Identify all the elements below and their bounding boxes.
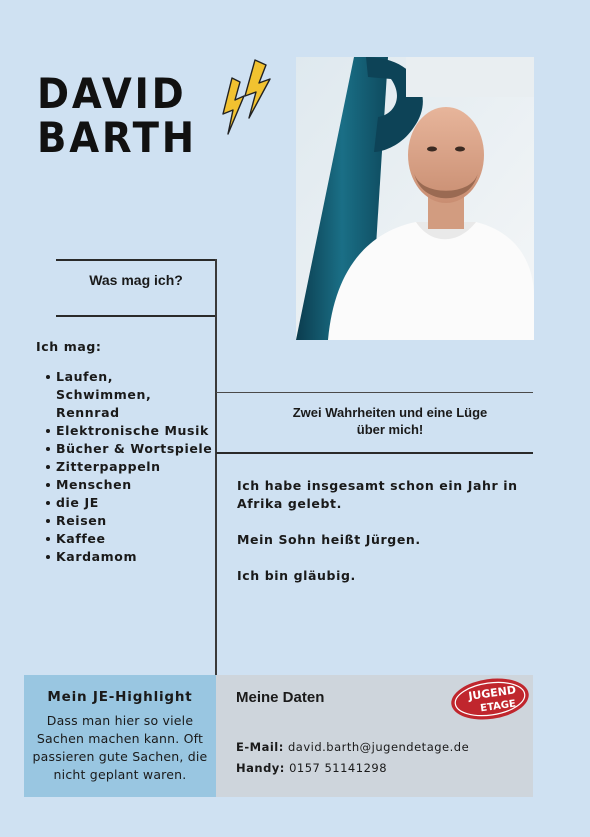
jugendetage-logo — [449, 676, 531, 722]
logo-line1: JUGEND — [467, 683, 517, 703]
statement-3: Ich bin gläubig. — [237, 568, 356, 583]
phone-value: 0157 51141298 — [289, 761, 388, 775]
divider-heading-left — [56, 315, 217, 317]
likes-heading: Was mag ich? — [89, 272, 183, 288]
list-item: Reisen — [56, 512, 216, 530]
person-name — [37, 69, 197, 162]
truths-heading-line2: über mich! — [356, 422, 424, 437]
list-item: Menschen — [56, 476, 216, 494]
divider-top-left — [56, 259, 217, 261]
highlight-title: Mein JE-Highlight — [47, 689, 193, 705]
list-item: Kaffee — [56, 530, 216, 548]
portrait-photo — [296, 57, 534, 340]
list-item: die JE — [56, 494, 216, 512]
phone-label: Handy: — [236, 761, 285, 775]
email-label: E-Mail: — [236, 740, 284, 754]
email-row — [236, 740, 469, 754]
list-item: Laufen, Schwimmen, Rennrad — [56, 368, 206, 422]
lightning-bolt-icon — [214, 56, 276, 142]
statement-2: Mein Sohn heißt Jürgen. — [237, 532, 421, 547]
list-item: Bücher & Wortspiele — [56, 440, 216, 458]
highlight-text: Dass man hier so viele Sachen machen kann. Oft passieren gute Sachen, die nicht geplant waren. — [32, 713, 208, 782]
contact-title: Meine Daten — [236, 689, 325, 706]
first-name: DAVID — [37, 69, 187, 118]
truths-heading-line1: Zwei Wahrheiten und eine Lüge — [292, 405, 488, 420]
phone-row — [236, 761, 387, 775]
logo-line2: ETAGE — [479, 698, 517, 715]
list-item: Zitterpappeln — [56, 458, 216, 476]
divider-truths-top — [216, 392, 533, 393]
list-item: Kardamom — [56, 548, 216, 566]
statement-1: Ich habe insgesamt schon ein Jahr in Afrika gelebt. — [237, 478, 518, 511]
email-value: david.barth@jugendetage.de — [287, 740, 470, 754]
likes-list — [56, 368, 216, 566]
last-name: BARTH — [37, 113, 197, 162]
list-item: Elektronische Musik — [56, 422, 216, 440]
divider-truths-bottom — [216, 452, 533, 454]
truths-heading — [270, 404, 510, 438]
likes-intro: Ich mag: — [36, 339, 102, 354]
